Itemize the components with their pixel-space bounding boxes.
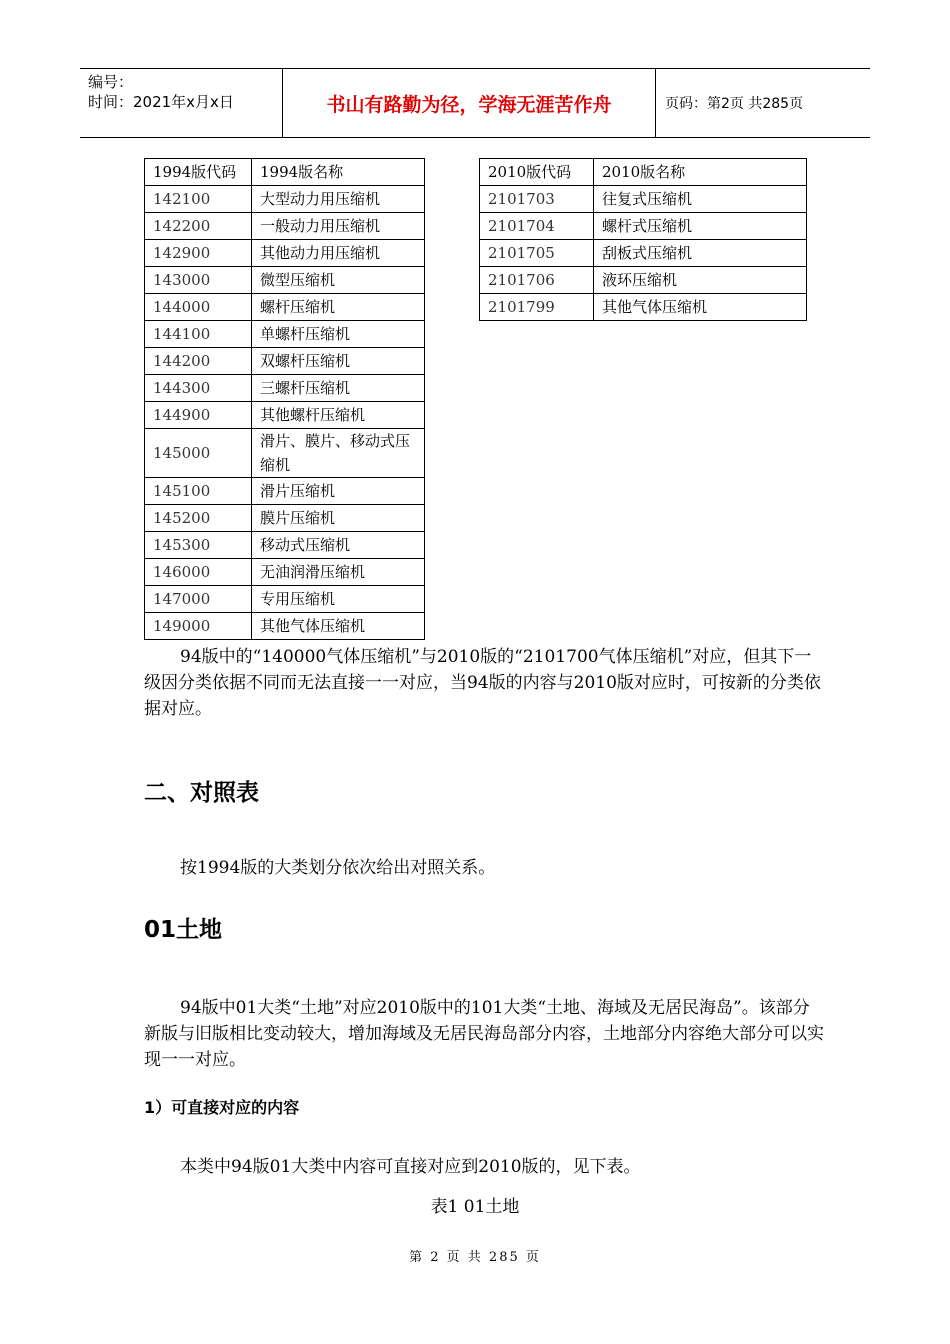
table-row: [145, 348, 425, 375]
code-cell: 2101705: [480, 240, 594, 267]
code-cell: 144000: [145, 294, 252, 321]
code-cell: 142900: [145, 240, 252, 267]
table-row: [145, 267, 425, 294]
table-row: [145, 532, 425, 559]
code-cell: 144300: [145, 375, 252, 402]
table-row: [145, 478, 425, 505]
code-cell: 146000: [145, 559, 252, 586]
name-cell: 滑片、膜片、移动式压缩机: [252, 429, 425, 478]
table-header-row: [480, 159, 807, 186]
name-cell: 螺杆式压缩机: [594, 213, 807, 240]
name-cell: 液环压缩机: [594, 267, 807, 294]
name-cell: 其他气体压缩机: [594, 294, 807, 321]
paragraph-text: 按1994版的大类划分依次给出对照关系。: [180, 858, 496, 878]
table-row: [480, 267, 807, 294]
table-row: [145, 586, 425, 613]
section-heading-compare: 二、对照表: [144, 780, 259, 806]
table-row: [145, 213, 425, 240]
header-code: 1994版代码: [145, 159, 252, 186]
code-cell: 144900: [145, 402, 252, 429]
section-heading-land: 01土地: [144, 917, 223, 943]
code-cell: 149000: [145, 613, 252, 640]
table-row: [145, 294, 425, 321]
code-cell: 145300: [145, 532, 252, 559]
table-row: [145, 321, 425, 348]
paragraph-text: 本类中94版01大类中内容可直接对应到2010版的，见下表。: [180, 1157, 641, 1177]
name-cell: 无油润滑压缩机: [252, 559, 425, 586]
name-cell: 滑片压缩机: [252, 478, 425, 505]
table-caption: 表1 01土地: [430, 1197, 520, 1217]
code-cell: 142100: [145, 186, 252, 213]
code-cell: 142200: [145, 213, 252, 240]
table-row: [480, 294, 807, 321]
name-cell: 其他动力用压缩机: [252, 240, 425, 267]
table-row: [145, 186, 425, 213]
paragraph-text: 94版中01大类“土地”对应2010版中的101大类“土地、海域及无居民海岛”。该部分新版与旧版相比变动较大，增加海域及无居民海岛部分内容，土地部分内容绝大部分可以实现一一对应。: [144, 998, 824, 1070]
paragraph-text: 94版中的“140000气体压缩机”与2010版的“2101700气体压缩机”对应，但其下一级因分类依据不同而无法直接一一对应，当94版的内容与2010版对应时，可按新的分类依据对应。: [144, 647, 821, 719]
name-cell: 其他气体压缩机: [252, 613, 425, 640]
table-2010: [479, 158, 807, 321]
code-cell: 2101799: [480, 294, 594, 321]
subheading-direct: 1）可直接对应的内容: [144, 1098, 300, 1117]
header-name: 1994版名称: [252, 159, 425, 186]
paragraph-land: [144, 995, 824, 1073]
table-row: [145, 240, 425, 267]
name-cell: 大型动力用压缩机: [252, 186, 425, 213]
table-row: [145, 613, 425, 640]
name-cell: 微型压缩机: [252, 267, 425, 294]
table-row: [145, 505, 425, 532]
table-row: [480, 240, 807, 267]
header-code: 2010版代码: [480, 159, 594, 186]
name-cell: 移动式压缩机: [252, 532, 425, 559]
code-cell: 2101706: [480, 267, 594, 294]
code-cell: 2101704: [480, 213, 594, 240]
code-cell: 145200: [145, 505, 252, 532]
code-label: 编号：: [88, 73, 134, 91]
header-name: 2010版名称: [594, 159, 807, 186]
paragraph-mapping-note: [144, 644, 824, 722]
page-footer: 第 2 页 共 285 页: [409, 1250, 541, 1265]
table-row: [145, 429, 425, 478]
table-row: [480, 186, 807, 213]
code-cell: 145100: [145, 478, 252, 505]
name-cell: 刮板式压缩机: [594, 240, 807, 267]
table-row: [145, 402, 425, 429]
table-1994: [144, 158, 425, 640]
header-meta: [80, 69, 283, 137]
paragraph-intro: [144, 855, 824, 881]
code-cell: 144200: [145, 348, 252, 375]
table-header-row: [145, 159, 425, 186]
paragraph-direct: [144, 1154, 824, 1180]
name-cell: 螺杆压缩机: [252, 294, 425, 321]
code-cell: 147000: [145, 586, 252, 613]
name-cell: 其他螺杆压缩机: [252, 402, 425, 429]
name-cell: 往复式压缩机: [594, 186, 807, 213]
name-cell: 双螺杆压缩机: [252, 348, 425, 375]
code-cell: 2101703: [480, 186, 594, 213]
name-cell: 三螺杆压缩机: [252, 375, 425, 402]
name-cell: 一般动力用压缩机: [252, 213, 425, 240]
code-cell: 145000: [145, 429, 252, 478]
header-page-info: 页码：第2页 共285页: [665, 96, 804, 112]
name-cell: 膜片压缩机: [252, 505, 425, 532]
header-motto: 书山有路勤为径，学海无涯苦作舟: [283, 69, 656, 137]
table-row: [480, 213, 807, 240]
name-cell: 专用压缩机: [252, 586, 425, 613]
code-cell: 143000: [145, 267, 252, 294]
name-cell: 单螺杆压缩机: [252, 321, 425, 348]
page-header: [80, 68, 870, 138]
code-cell: 144100: [145, 321, 252, 348]
time-label: 时间：2021年x月x日: [88, 93, 234, 111]
table-row: [145, 559, 425, 586]
table-row: [145, 375, 425, 402]
